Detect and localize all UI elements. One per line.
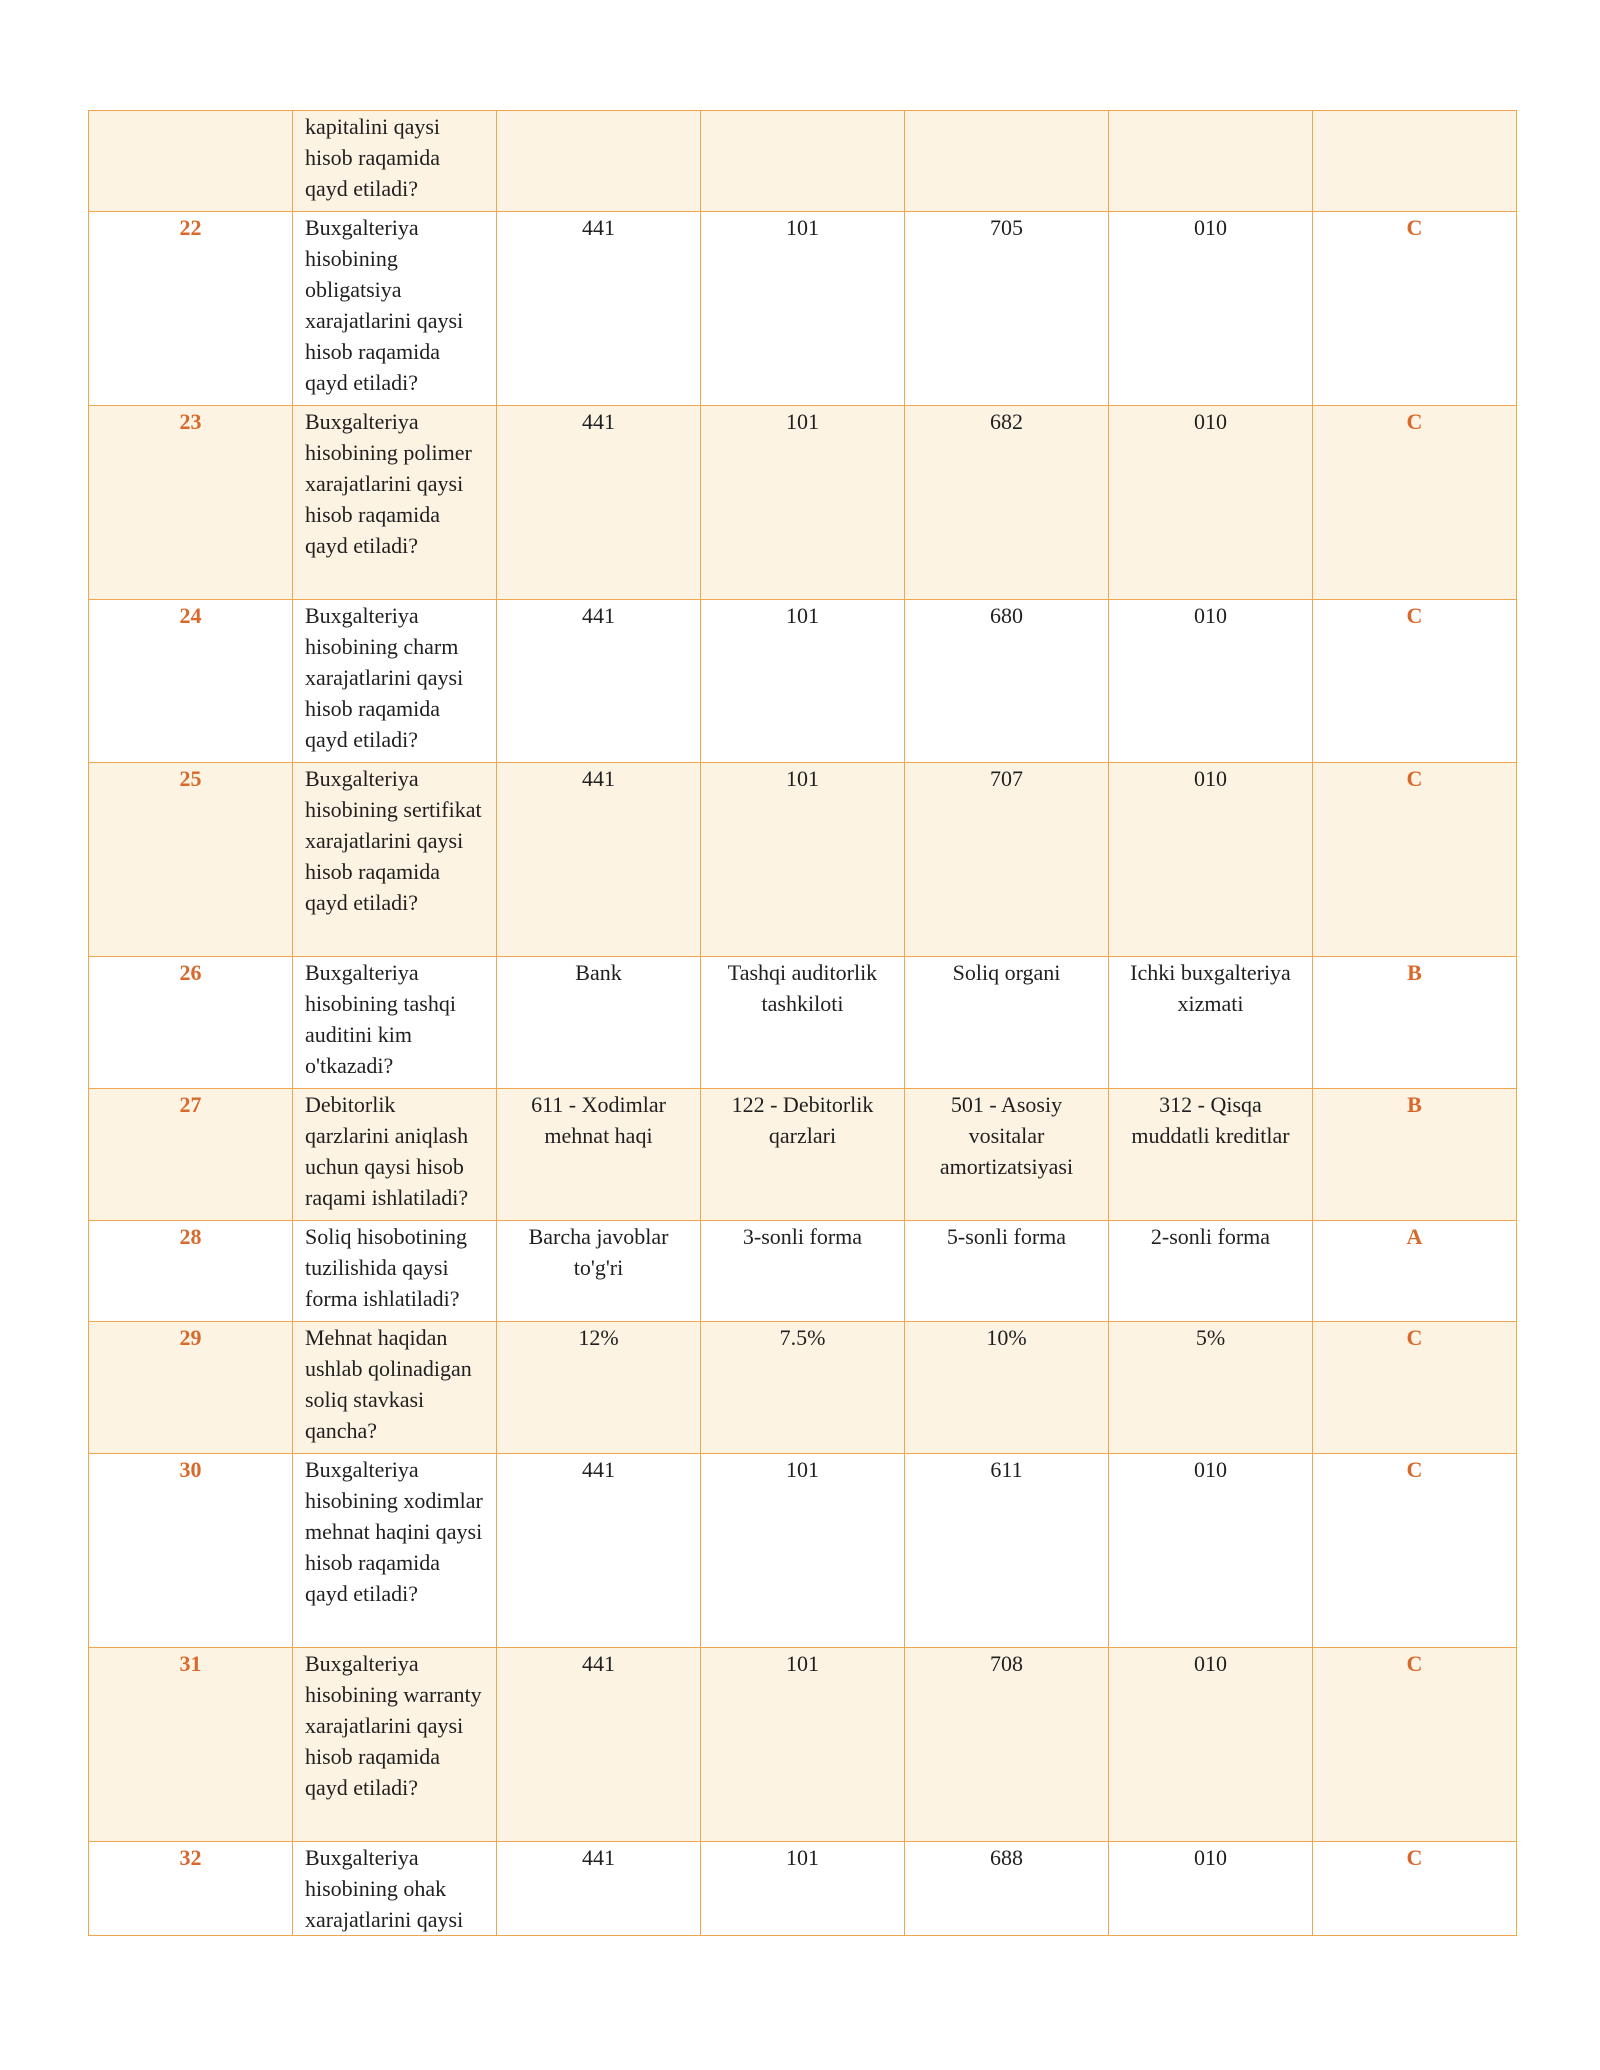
option-a	[497, 111, 701, 212]
option-b: 101	[701, 212, 905, 406]
question-text: Buxgalteriya hisobining tashqi auditini kim o'tkazadi?	[293, 957, 497, 1089]
option-c: 705	[905, 212, 1109, 406]
correct-answer: C	[1313, 600, 1517, 763]
option-a: 441	[497, 763, 701, 957]
option-b: Tashqi auditorlik tashkiloti	[701, 957, 905, 1089]
option-b	[701, 111, 905, 212]
question-text: Soliq hisobotining tuzilishida qaysi forma ishlatiladi?	[293, 1221, 497, 1322]
table-row	[89, 1454, 1517, 1648]
option-b: 7.5%	[701, 1322, 905, 1454]
option-b: 101	[701, 1454, 905, 1648]
option-c: 682	[905, 406, 1109, 600]
question-number: 22	[89, 212, 293, 406]
question-number: 30	[89, 1454, 293, 1648]
correct-answer: C	[1313, 212, 1517, 406]
option-a: 441	[497, 1842, 701, 1936]
option-a: 12%	[497, 1322, 701, 1454]
table-row	[89, 212, 1517, 406]
option-c: 501 - Asosiy vositalar amortizatsiyasi	[905, 1089, 1109, 1221]
question-number: 31	[89, 1648, 293, 1842]
option-c	[905, 111, 1109, 212]
question-text: Buxgalteriya hisobining xodimlar mehnat haqini qaysi hisob raqamida qayd etiladi?	[293, 1454, 497, 1648]
question-number	[89, 111, 293, 212]
option-c: Soliq organi	[905, 957, 1109, 1089]
option-c: 708	[905, 1648, 1109, 1842]
option-c: 680	[905, 600, 1109, 763]
document-page	[88, 110, 1516, 1936]
question-number: 24	[89, 600, 293, 763]
option-c: 688	[905, 1842, 1109, 1936]
table-row	[89, 600, 1517, 763]
option-d: Ichki buxgalteriya xizmati	[1109, 957, 1313, 1089]
question-number: 29	[89, 1322, 293, 1454]
question-text: Mehnat haqidan ushlab qolinadigan soliq stavkasi qancha?	[293, 1322, 497, 1454]
option-a: Barcha javoblar to'g'ri	[497, 1221, 701, 1322]
table-row	[89, 1842, 1517, 1936]
question-text: Buxgalteriya hisobining sertifikat xarajatlarini qaysi hisob raqamida qayd etiladi?	[293, 763, 497, 957]
option-b: 101	[701, 406, 905, 600]
option-b: 122 - Debitorlik qarzlari	[701, 1089, 905, 1221]
option-a: 441	[497, 600, 701, 763]
option-b: 3-sonli forma	[701, 1221, 905, 1322]
correct-answer: C	[1313, 406, 1517, 600]
correct-answer: C	[1313, 763, 1517, 957]
option-a: Bank	[497, 957, 701, 1089]
table-row	[89, 1221, 1517, 1322]
question-text: Buxgalteriya hisobining warranty xarajatlarini qaysi hisob raqamida qayd etiladi?	[293, 1648, 497, 1842]
option-d: 010	[1109, 406, 1313, 600]
question-text: Buxgalteriya hisobining polimer xarajatlarini qaysi hisob raqamida qayd etiladi?	[293, 406, 497, 600]
table-row	[89, 1322, 1517, 1454]
option-c: 10%	[905, 1322, 1109, 1454]
question-number: 26	[89, 957, 293, 1089]
option-a: 441	[497, 1648, 701, 1842]
table-row	[89, 406, 1517, 600]
option-c: 5-sonli forma	[905, 1221, 1109, 1322]
question-text: kapitalini qaysi hisob raqamida qayd etiladi?	[293, 111, 497, 212]
table-row	[89, 111, 1517, 212]
question-text: Buxgalteriya hisobining charm xarajatlarini qaysi hisob raqamida qayd etiladi?	[293, 600, 497, 763]
correct-answer: A	[1313, 1221, 1517, 1322]
table-row	[89, 1089, 1517, 1221]
option-a: 441	[497, 406, 701, 600]
option-d: 010	[1109, 1454, 1313, 1648]
option-d: 312 - Qisqa muddatli kreditlar	[1109, 1089, 1313, 1221]
question-number: 27	[89, 1089, 293, 1221]
option-d: 2-sonli forma	[1109, 1221, 1313, 1322]
option-a: 441	[497, 1454, 701, 1648]
option-d: 010	[1109, 600, 1313, 763]
question-number: 23	[89, 406, 293, 600]
option-c: 707	[905, 763, 1109, 957]
correct-answer: B	[1313, 1089, 1517, 1221]
option-b: 101	[701, 600, 905, 763]
option-b: 101	[701, 1648, 905, 1842]
correct-answer: C	[1313, 1322, 1517, 1454]
option-a: 611 - Xodimlar mehnat haqi	[497, 1089, 701, 1221]
option-c: 611	[905, 1454, 1109, 1648]
question-text: Buxgalteriya hisobining obligatsiya xarajatlarini qaysi hisob raqamida qayd etiladi?	[293, 212, 497, 406]
correct-answer: C	[1313, 1454, 1517, 1648]
question-text: Debitorlik qarzlarini aniqlash uchun qaysi hisob raqami ishlatiladi?	[293, 1089, 497, 1221]
option-d	[1109, 111, 1313, 212]
option-d: 010	[1109, 1648, 1313, 1842]
question-number: 32	[89, 1842, 293, 1936]
correct-answer: C	[1313, 1648, 1517, 1842]
correct-answer	[1313, 111, 1517, 212]
option-d: 010	[1109, 1842, 1313, 1936]
option-b: 101	[701, 1842, 905, 1936]
question-number: 28	[89, 1221, 293, 1322]
table-row	[89, 1648, 1517, 1842]
option-d: 010	[1109, 212, 1313, 406]
option-d: 010	[1109, 763, 1313, 957]
correct-answer: C	[1313, 1842, 1517, 1936]
option-a: 441	[497, 212, 701, 406]
table-row	[89, 763, 1517, 957]
question-text: Buxgalteriya hisobining ohak xarajatlarini qaysi	[293, 1842, 497, 1936]
table-row	[89, 957, 1517, 1089]
quiz-table	[88, 110, 1517, 1936]
option-d: 5%	[1109, 1322, 1313, 1454]
option-b: 101	[701, 763, 905, 957]
question-number: 25	[89, 763, 293, 957]
correct-answer: B	[1313, 957, 1517, 1089]
